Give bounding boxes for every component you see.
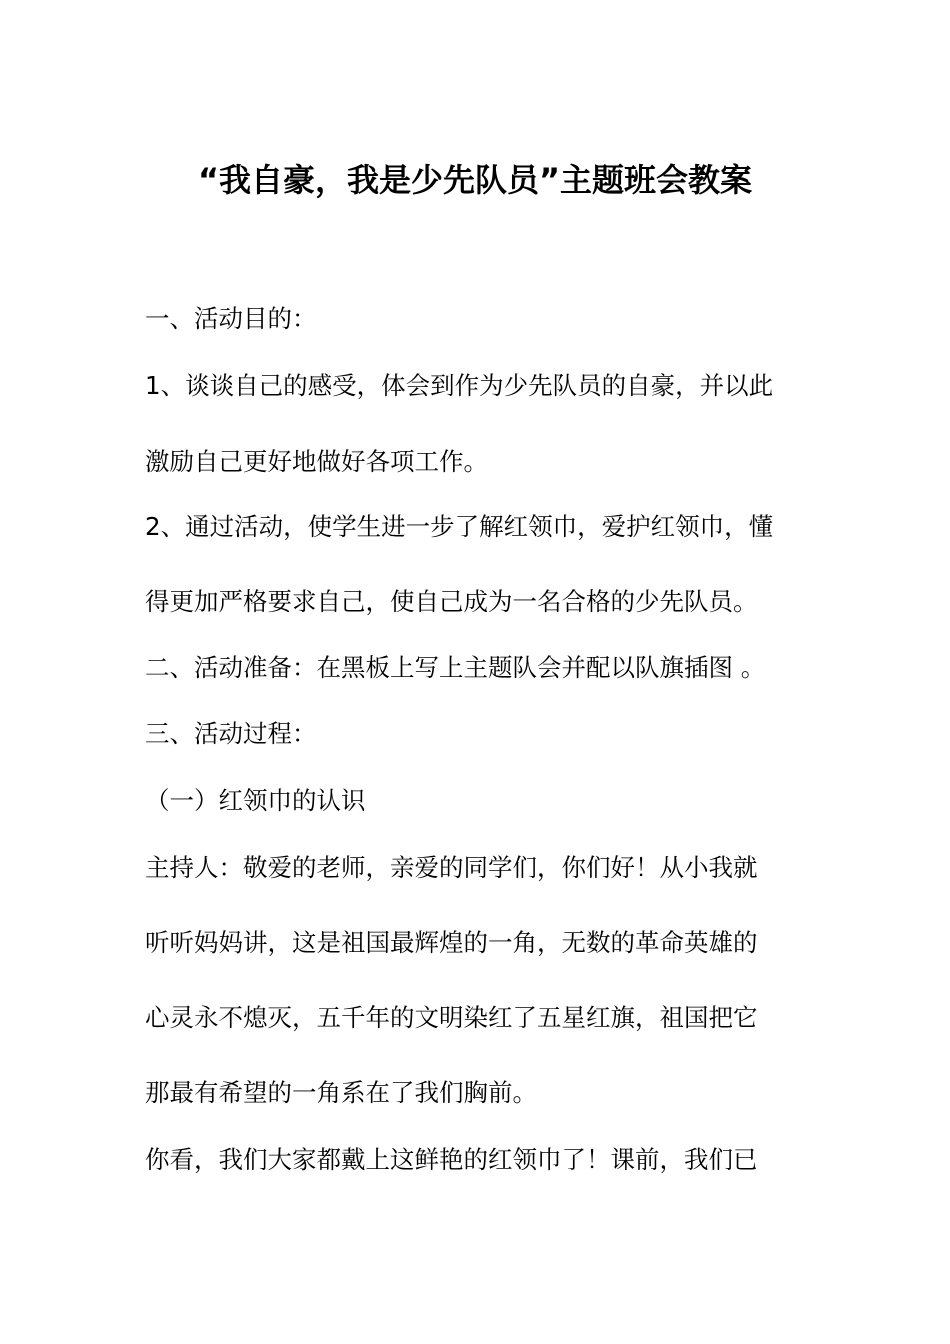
heading-activity-preparation: 二、活动准备：在黑板上写上主题队会并配以队旗插图 。 [145,653,766,682]
paragraph-line: 1、谈谈自己的感受，体会到作为少先队员的自豪，并以此 [145,371,774,400]
paragraph-line: 听听妈妈讲，这是祖国最辉煌的一角，无数的革命英雄的 [145,928,758,957]
document-title: “我自豪，我是少先队员”主题班会教案 [197,161,753,199]
paragraph-line: 得更加严格要求自己，使自己成为一名合格的少先队员。 [145,587,758,616]
subheading-red-scarf: （一）红领巾的认识 [145,786,366,815]
paragraph-line: 主持人：敬爱的老师，亲爱的同学们，你们好！从小我就 [145,853,758,882]
paragraph-line: 2、通过活动，使学生进一步了解红领巾，爱护红领巾，懂 [145,512,774,541]
heading-activity-goals: 一、活动目的： [145,304,317,333]
paragraph-line: 你看，我们大家都戴上这鲜艳的红领巾了！课前，我们已 [145,1145,758,1174]
paragraph-line: 激励自己更好地做好各项工作。 [145,447,488,476]
paragraph-line: 那最有希望的一角系在了我们胸前。 [145,1078,537,1107]
heading-activity-process: 三、活动过程： [145,719,317,748]
paragraph-line: 心灵永不熄灭，五千年的文明染红了五星红旗，祖国把它 [145,1003,758,1032]
